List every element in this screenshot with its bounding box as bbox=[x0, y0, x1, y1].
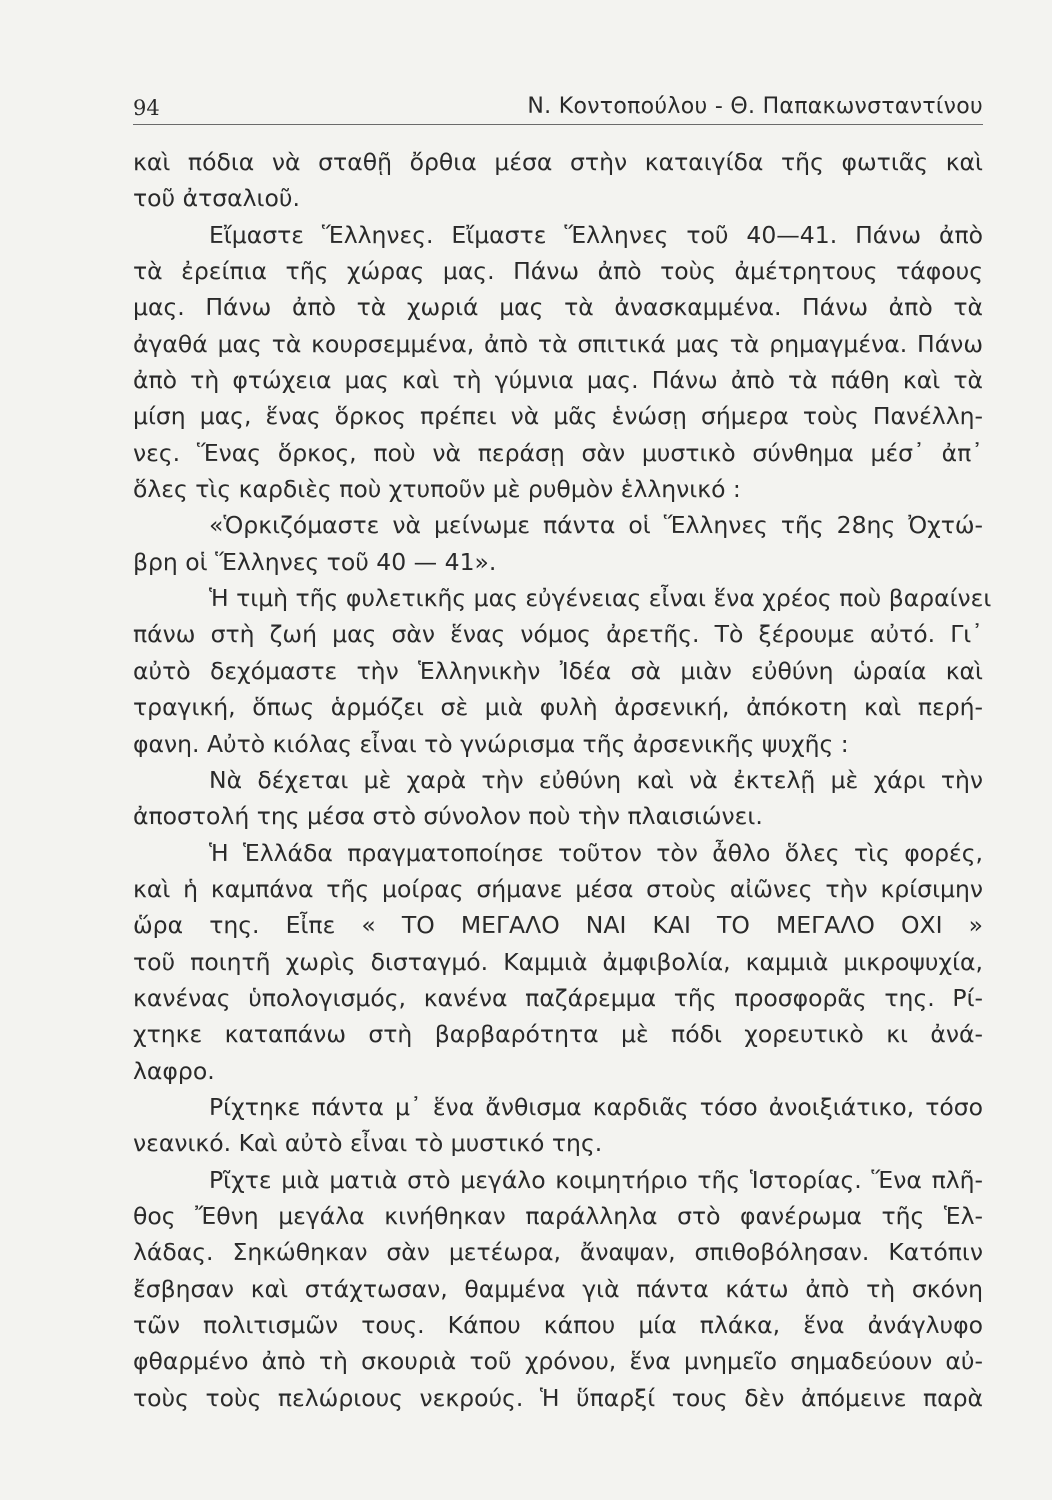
text-line: φθαρμένο ἀπὸ τὴ σκουριὰ τοῦ χρόνου, ἕνα μνημεῖο σημαδεύουν αὐ- bbox=[133, 1347, 983, 1376]
text-line: Ρῖχτε μιὰ ματιὰ στὸ μεγάλο κοιμητήριο τῆς Ἱστορίας. Ἕνα πλῆ- bbox=[209, 1165, 983, 1194]
text-line: ἔσβησαν καὶ στάχτωσαν, θαμμένα γιὰ πάντα κάτω ἀπὸ τὴ σκόνη bbox=[133, 1274, 983, 1303]
text-line: φανη. Αὐτὸ κιόλας εἶναι τὸ γνώρισμα τῆς ἀρσενικῆς ψυχῆς : bbox=[133, 729, 849, 758]
text-line: λάδας. Σηκώθηκαν σὰν μετέωρα, ἄναψαν, σπιθοβόλησαν. Κατόπιν bbox=[133, 1238, 983, 1267]
text-line: τὰ ἐρείπια τῆς χώρας μας. Πάνω ἀπὸ τοὺς ἀμέτρητους τάφους bbox=[133, 257, 983, 286]
running-head: Ν. Κοντοπούλου - Θ. Παπακωνσταντίνου bbox=[527, 94, 983, 119]
text-line: τραγική, ὅπως ἁρμόζει σὲ μιὰ φυλὴ ἀρσενική, ἀπόκοτη καὶ περή- bbox=[133, 693, 983, 722]
text-line: κανένας ὑπολογισμός, κανένα παζάρεμμα τῆς προσφορᾶς της. Ρί- bbox=[133, 983, 983, 1012]
text-line: λαφρο. bbox=[133, 1056, 215, 1085]
text-line: νεανικό. Καὶ αὐτὸ εἶναι τὸ μυστικό της. bbox=[133, 1129, 603, 1158]
text-line: Εἴμαστε Ἕλληνες. Εἴμαστε Ἕλληνες τοῦ 40—41. Πάνω ἀπὸ bbox=[209, 220, 983, 249]
page-number: 94 bbox=[133, 96, 160, 120]
text-line: Ρίχτηκε πάντα μ᾽ ἕνα ἄνθισμα καρδιᾶς τόσο ἀνοιξιάτικο, τόσο bbox=[209, 1092, 983, 1121]
text-line: ἀποστολή της μέσα στὸ σύνολον ποὺ τὴν πλαισιώνει. bbox=[133, 802, 763, 831]
text-line: τοὺς τοὺς πελώριους νεκρούς. Ἡ ὕπαρξί τους δὲν ἀπόμεινε παρὰ bbox=[133, 1383, 983, 1412]
text-line: ὥρα της. Εἶπε « ΤΟ ΜΕΓΑΛΟ ΝΑΙ ΚΑΙ ΤΟ ΜΕΓΑΛΟ ΟΧΙ » bbox=[133, 911, 983, 940]
text-line: χτηκε καταπάνω στὴ βαρβαρότητα μὲ πόδι χορευτικὸ κι ἀνά- bbox=[133, 1020, 983, 1049]
text-line: βρη οἱ Ἕλληνες τοῦ 40 — 41». bbox=[133, 547, 497, 576]
text-line: θος Ἔθνη μεγάλα κινήθηκαν παράλληλα στὸ φανέρωμα τῆς Ἑλ- bbox=[133, 1201, 983, 1230]
text-line: Ἡ Ἑλλάδα πραγματοποίησε τοῦτον τὸν ἆθλο ὅλες τὶς φορές, bbox=[209, 838, 983, 867]
text-line: Ἡ τιμὴ τῆς φυλετικῆς μας εὐγένειας εἶναι ἕνα χρέος ποὺ βαραίνει bbox=[209, 584, 992, 613]
text-line: καὶ ἡ καμπάνα τῆς μοίρας σήμανε μέσα στοὺς αἰῶνες τὴν κρίσιμην bbox=[133, 874, 983, 903]
text-line: Νὰ δέχεται μὲ χαρὰ τὴν εὐθύνη καὶ νὰ ἐκτελῇ μὲ χάρι τὴν bbox=[209, 765, 983, 794]
text-line: μας. Πάνω ἀπὸ τὰ χωριά μας τὰ ἀνασκαμμένα. Πάνω ἀπὸ τὰ bbox=[133, 293, 983, 322]
text-line: τοῦ ἀτσαλιοῦ. bbox=[133, 184, 300, 213]
text-line: «Ὁρκιζόμαστε νὰ μείνωμε πάντα οἱ Ἕλληνες τῆς 28ης Ὀχτώ- bbox=[209, 511, 983, 540]
text-line: νες. Ἕνας ὅρκος, ποὺ νὰ περάσῃ σὰν μυστικὸ σύνθημα μέσ᾽ ἀπ᾽ bbox=[133, 438, 983, 467]
text-line: τοῦ ποιητῆ χωρὶς δισταγμό. Καμμιὰ ἀμφιβολία, καμμιὰ μικροψυχία, bbox=[133, 947, 983, 976]
text-line: τῶν πολιτισμῶν τους. Κάπου κάπου μία πλάκα, ἕνα ἀνάγλυφο bbox=[133, 1311, 983, 1339]
text-line: μίση μας, ἕνας ὅρκος πρέπει νὰ μᾶς ἑνώσῃ σήμερα τοὺς Πανέλλη- bbox=[133, 402, 983, 431]
text-line: ὅλες τὶς καρδιὲς ποὺ χτυποῦν μὲ ρυθμὸν ἑλληνικό : bbox=[133, 475, 741, 504]
text-line: αὐτὸ δεχόμαστε τὴν Ἑλληνικὴν Ἰδέα σὰ μιὰν εὐθύνη ὡραία καὶ bbox=[133, 656, 983, 685]
page-header bbox=[133, 88, 983, 125]
text-line: καὶ πόδια νὰ σταθῇ ὄρθια μέσα στὴν καταιγίδα τῆς φωτιᾶς καὶ bbox=[133, 148, 983, 176]
text-line: ἀγαθά μας τὰ κουρσεμμένα, ἀπὸ τὰ σπιτικά μας τὰ ρημαγμένα. Πάνω bbox=[133, 329, 983, 358]
text-line: ἀπὸ τὴ φτώχεια μας καὶ τὴ γύμνια μας. Πάνω ἀπὸ τὰ πάθη καὶ τὰ bbox=[133, 366, 983, 395]
body-text bbox=[133, 144, 992, 1416]
text-line: πάνω στὴ ζωή μας σὰν ἕνας νόμος ἀρετῆς. Τὸ ξέρουμε αὐτό. Γι᾽ bbox=[133, 620, 983, 649]
